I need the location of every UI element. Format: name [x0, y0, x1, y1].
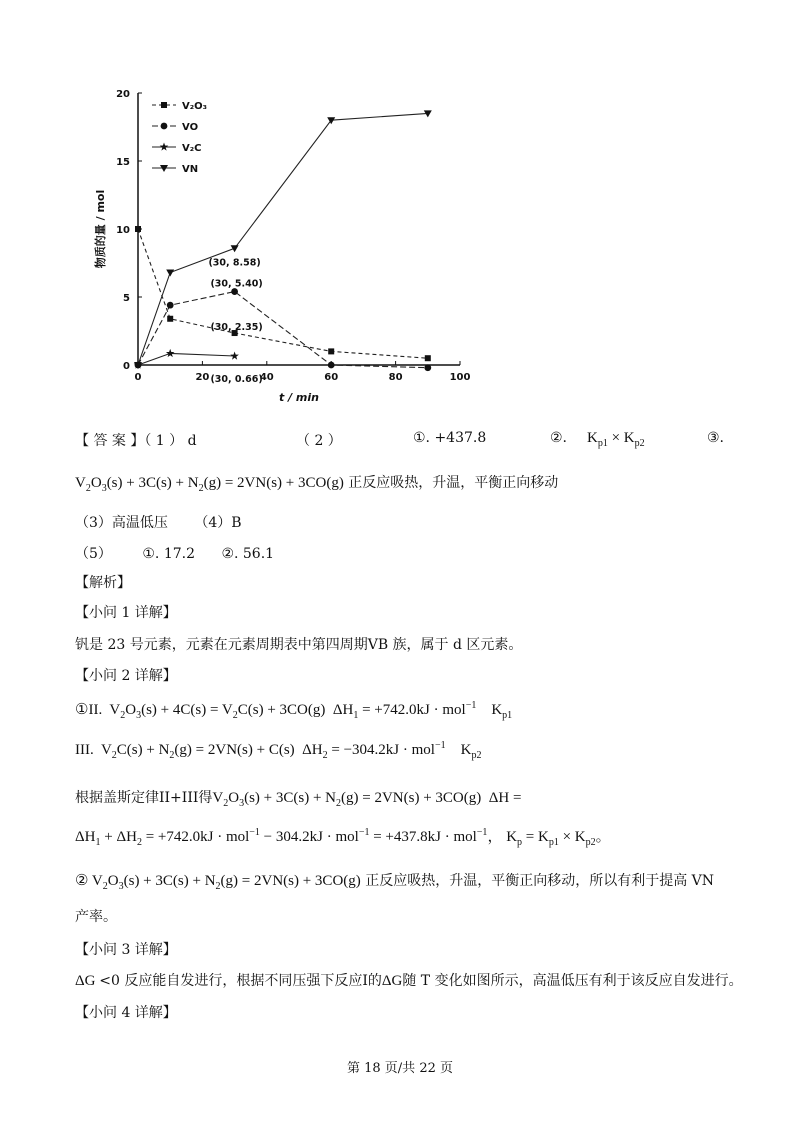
reaction-ii: ①II. $V_2O_3(s) + 4C(s) = V_2C(s) + 3CO(g) \Delta H_1 = +742.0kJ \cdot mol^{-1}$ $K_{p1}$: [75, 700, 513, 721]
q1-title: 【小问 1 详解】: [75, 605, 177, 621]
q3-body-text-1: <0 反应能自发进行，根据不同压强下反应I的: [99, 973, 382, 989]
analysis-heading: 【解析】: [75, 575, 131, 591]
q2-title: 【小问 2 详解】: [75, 668, 177, 684]
reaction-equation-1: $V_2O_3(s) + 3C(s) + N_2(g) = 2VN(s) + 3CO(g)$: [75, 475, 344, 494]
answer-2-2-label: ②.: [550, 430, 568, 446]
answer-5-2: ②. 56.1: [221, 546, 275, 562]
legend-marker-V2O3: [161, 102, 167, 108]
q3-body: [75, 970, 743, 990]
series-line-VO: [138, 292, 428, 368]
q3-body-text-2: 随 T 变化如图所示，高温低压有利于该反应自发进行。: [402, 973, 743, 989]
point-V2O3: [328, 348, 334, 354]
q3-title: 【小问 3 详解】: [75, 942, 177, 958]
answer-4: （4）B: [194, 515, 242, 531]
answer-line-2: [75, 472, 558, 494]
answer-5-label: （5）: [75, 546, 112, 562]
amount-vs-time-chart: [90, 75, 470, 415]
answer-line-5: [75, 543, 274, 563]
answer-2-label: （ 2 ）: [296, 433, 342, 449]
y-tick-label: 0: [123, 361, 130, 372]
reaction-equation-2: ② $V_2O_3(s) + 3C(s) + N_2(g) = 2VN(s) + 3CO(g)$: [75, 873, 361, 892]
y-tick-label: 20: [116, 89, 130, 100]
q2-part2-text: 正反应吸热，升温，平衡正向移动，所以有利于提高 VN: [365, 873, 715, 889]
page-footer: 第 18 页/共 22 页: [347, 1061, 453, 1076]
legend-label-VO: VO: [182, 122, 199, 133]
legend-label-V2C: V₂C: [182, 143, 202, 154]
series-line-V2C: [138, 353, 235, 365]
answer-2-3-label: ③.: [707, 430, 725, 446]
x-axis-label: t / min: [279, 391, 319, 404]
q2-part2-line-2: 产率。: [75, 909, 117, 925]
answer-2-3-text: 正反应吸热，升温，平衡正向移动: [348, 475, 559, 491]
x-tick-label: 100: [449, 372, 470, 383]
answer-line-3: [75, 512, 242, 532]
annotation-label: (30, 0.66): [210, 374, 263, 386]
point-V2O3: [135, 226, 141, 232]
point-V2O3: [425, 355, 431, 361]
answer-1: 【 答 案 】（ 1 ） d: [75, 433, 197, 449]
legend-marker-V2C: [160, 143, 169, 151]
chart-marks: [134, 101, 432, 385]
annotation-label: (30, 5.40): [210, 278, 263, 290]
hess-law-line: [75, 787, 521, 809]
delta-g-symbol: ΔG: [75, 973, 100, 989]
y-axis-label: 物质的量 / mol: [94, 189, 107, 269]
point-V2O3: [167, 316, 173, 322]
x-tick-label: 0: [134, 372, 142, 383]
q2-part2-line: [75, 870, 714, 892]
legend-label-VN: VN: [182, 164, 199, 175]
answer-3: （3）高温低压: [75, 515, 168, 531]
legend-marker-VO: [161, 123, 168, 130]
reaction-iii: III. $V_2C(s) + N_2(g) = 2VN(s) + C(s) \Delta H_2 = -304.2kJ \cdot mol^{-1}$ $K_{p2}$: [75, 740, 482, 761]
x-tick-label: 60: [324, 372, 339, 383]
q1-body: 钒是 23 号元素，元素在元素周期表中第四周期VB 族，属于 d 区元素。: [75, 637, 523, 653]
answer-line-1: [75, 430, 725, 450]
enthalpy-calculation: $\Delta H_1 + \Delta H_2 = +742.0kJ \cdot mol^{-1} - 304.2kJ \cdot mol^{-1} = +437.8kJ \cdot mol^{-1}$， $K_p = K_{p1} \times K_{p2}$。: [75, 827, 611, 848]
point-VO: [328, 362, 335, 369]
point-VO: [167, 302, 174, 309]
answer-2-1: ①. +437.8: [413, 430, 487, 446]
x-tick-label: 40: [259, 372, 274, 383]
chart-frame: [93, 89, 470, 404]
annotation-label: (30, 2.35): [210, 322, 263, 334]
x-tick-label: 20: [195, 372, 210, 383]
hess-law-text: 根据盖斯定律II+III得: [75, 790, 213, 806]
answer-2-2-formula: $K_{p1} \times K_{p2}$: [587, 430, 645, 449]
point-VN: [166, 270, 174, 277]
annotation-label: (30, 8.58): [208, 257, 261, 269]
y-tick-label: 15: [116, 157, 130, 168]
q4-title: 【小问 4 详解】: [75, 1005, 177, 1021]
x-tick-label: 80: [388, 372, 403, 383]
answer-5-1: ①. 17.2: [142, 546, 195, 562]
delta-g-symbol-2: ΔG: [381, 973, 403, 989]
y-tick-label: 10: [116, 225, 130, 236]
y-tick-label: 5: [123, 293, 130, 304]
series-line-V2O3: [138, 229, 428, 358]
legend-label-V2O3: V₂O₃: [182, 101, 207, 112]
reaction-sum: $V_2O_3(s) + 3C(s) + N_2(g) = 2VN(s) + 3CO(g) \Delta H$ =: [212, 790, 522, 809]
point-VO: [424, 364, 431, 371]
